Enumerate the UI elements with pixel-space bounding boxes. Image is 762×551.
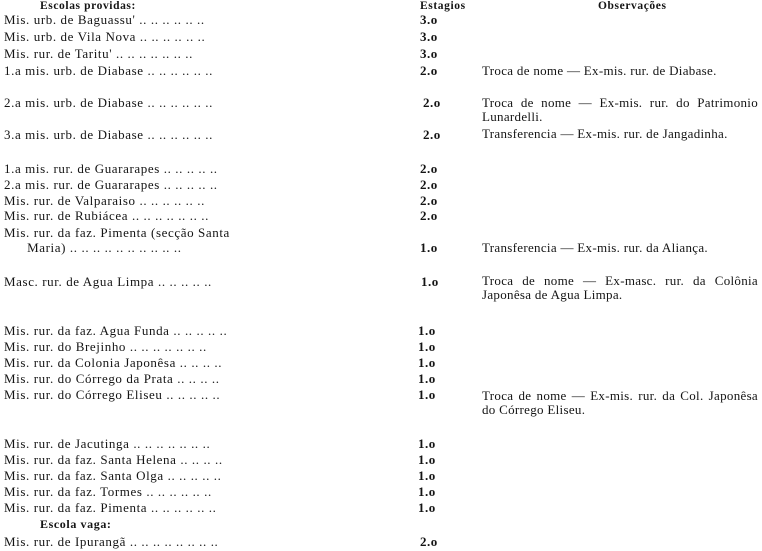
stage-value: 1.o bbox=[418, 452, 436, 467]
stage-value: 1.o bbox=[418, 500, 436, 515]
school-row: Masc. rur. de Agua Limpa .. .. .. .. .. bbox=[4, 274, 212, 289]
school-row: Mis. rur. do Brejinho .. .. .. .. .. .. .. bbox=[4, 339, 207, 354]
stage-value: 2.o bbox=[420, 208, 438, 223]
stage-value: 3.o bbox=[420, 12, 438, 27]
stage-value: 1.o bbox=[418, 339, 436, 354]
stage-value: 1.o bbox=[418, 468, 436, 483]
school-row: Mis. urb. de Vila Nova .. .. .. .. .. .. bbox=[4, 29, 206, 44]
stage-value: 2.o bbox=[423, 127, 441, 142]
stage-header: Estagios bbox=[420, 0, 466, 12]
school-row: 2.a mis. rur. de Guararapes .. .. .. .. .. bbox=[4, 177, 218, 192]
stage-value: 1.o bbox=[418, 371, 436, 386]
stage-value: 2.o bbox=[423, 95, 441, 110]
stage-value: 1.o bbox=[418, 323, 436, 338]
stage-value: 1.o bbox=[418, 387, 436, 402]
stage-value: 1.o bbox=[421, 274, 439, 289]
school-row: Mis. rur. da Colonia Japonêsa .. .. .. .. bbox=[4, 355, 223, 370]
stage-value: 2.o bbox=[420, 193, 438, 208]
school-row: Mis. rur. da faz. Pimenta .. .. .. .. .. .. bbox=[4, 500, 217, 515]
stage-value: 1.o bbox=[418, 355, 436, 370]
stage-value: 1.o bbox=[420, 240, 438, 255]
observation-note: Troca de nome — Ex-mis. rur. da Col. Japonêsa do Córrego Eliseu. bbox=[482, 388, 758, 417]
notes-header: Observações bbox=[598, 0, 667, 12]
school-row: 3.a mis. urb. de Diabase .. .. .. .. .. .. bbox=[4, 127, 213, 142]
observation-note: Troca de nome — Ex-mis. rur. de Diabase. bbox=[482, 63, 717, 78]
observation-note: Troca de nome — Ex-masc. rur. da Colônia Japonêsa de Agua Limpa. bbox=[482, 273, 758, 302]
school-row: Mis. rur. da faz. Santa Olga .. .. .. .. .. bbox=[4, 468, 222, 483]
school-row: 2.a mis. urb. de Diabase .. .. .. .. .. .. bbox=[4, 95, 213, 110]
school-row: Mis. rur. do Córrego da Prata .. .. .. .. bbox=[4, 371, 220, 386]
school-row: Mis. rur. de Jacutinga .. .. .. .. .. .. .. bbox=[4, 436, 211, 451]
observation-note: Transferencia — Ex-mis. rur. da Aliança. bbox=[482, 240, 708, 255]
vacant-school-label: Escola vaga: bbox=[40, 517, 112, 531]
stage-value: 3.o bbox=[420, 29, 438, 44]
stage-value: 2.o bbox=[420, 534, 438, 549]
stage-value: 2.o bbox=[420, 177, 438, 192]
school-row: Mis. rur. de Taritu' .. .. .. .. .. .. .. bbox=[4, 46, 194, 61]
stage-value: 2.o bbox=[420, 63, 438, 78]
school-row: Maria) .. .. .. .. .. .. .. .. .. .. bbox=[4, 240, 182, 255]
school-row: Mis. rur. da faz. Agua Funda .. .. .. .. .. bbox=[4, 323, 228, 338]
school-row: Mis. rur. de Rubiácea .. .. .. .. .. .. .. bbox=[4, 208, 210, 223]
school-row: 1.a mis. urb. de Diabase .. .. .. .. .. .. bbox=[4, 63, 213, 78]
school-row: 1.a mis. rur. de Guararapes .. .. .. .. .. bbox=[4, 161, 218, 176]
observation-note: Troca de nome — Ex-mis. rur. do Patrimonio Lunardelli. bbox=[482, 95, 758, 124]
school-row: Mis. rur. da faz. Pimenta (secção Santa bbox=[4, 225, 230, 240]
school-row: Mis. rur. da faz. Tormes .. .. .. .. .. .. bbox=[4, 484, 212, 499]
school-row: Mis. rur. da faz. Santa Helena .. .. .. .. bbox=[4, 452, 223, 467]
observation-note: Transferencia — Ex-mis. rur. de Jangadinha. bbox=[482, 126, 728, 141]
stage-value: 2.o bbox=[420, 161, 438, 176]
schools-header: Escolas providas: bbox=[40, 0, 136, 12]
school-row: Mis. rur. de Valparaiso .. .. .. .. .. .. bbox=[4, 193, 205, 208]
stage-value: 1.o bbox=[418, 484, 436, 499]
school-row: Mis. rur. do Córrego Eliseu .. .. .. .. .. bbox=[4, 387, 221, 402]
stage-value: 1.o bbox=[418, 436, 436, 451]
school-row: Mis. urb. de Baguassu' .. .. .. .. .. .. bbox=[4, 12, 205, 27]
school-row: Mis. rur. de Ipurangã .. .. .. .. .. .. .. .. bbox=[4, 534, 219, 549]
stage-value: 3.o bbox=[420, 46, 438, 61]
